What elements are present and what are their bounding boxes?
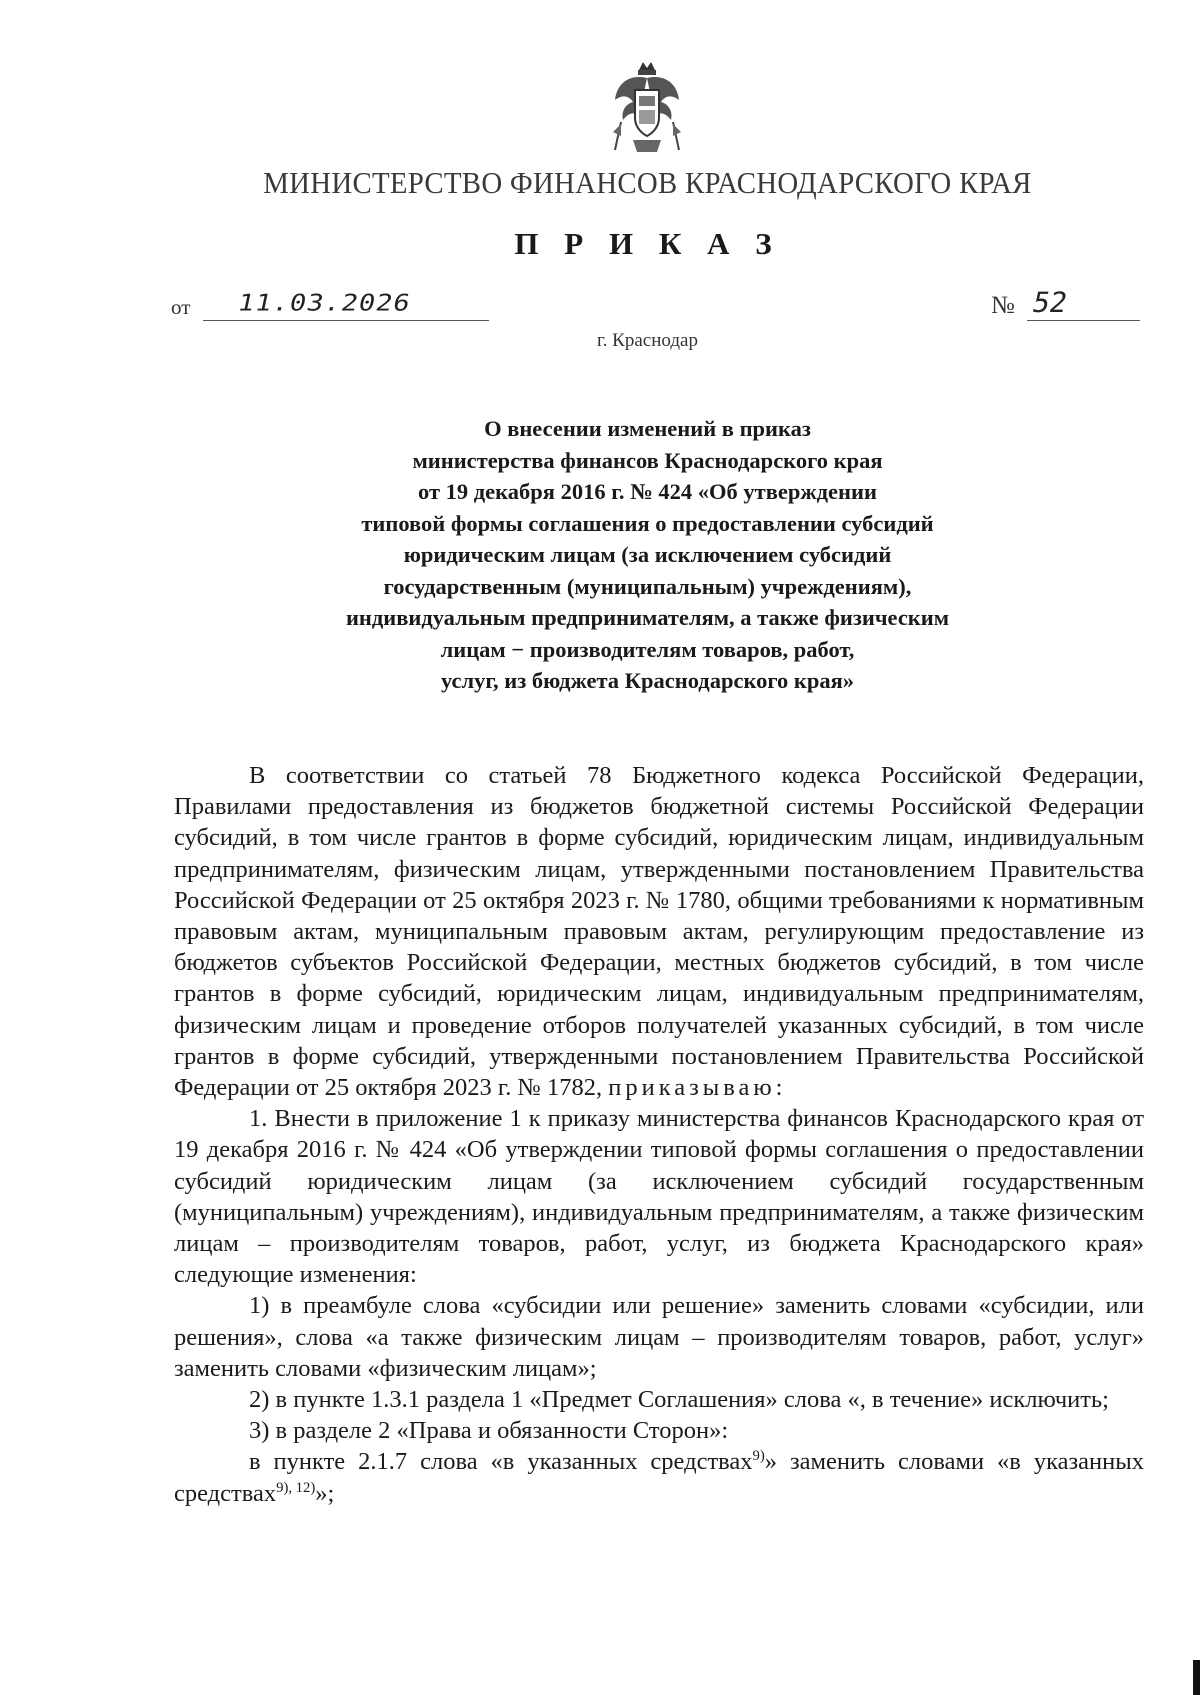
order-title (230, 413, 1065, 697)
order-body (174, 760, 1144, 1509)
text-run: в пункте 2.1.7 слова «в указанных средствах (249, 1448, 753, 1476)
text-run: »; (315, 1479, 335, 1507)
date-label: от (171, 295, 191, 319)
item-1-1-paragraph: 1) в преамбуле слова «субсидии или решение» заменить словами «субсидии, или решения», слова «а также физическим лицам – производителям товаров, работ, услуг» заменить словами «физическим лицам»; (174, 1292, 1144, 1382)
ministry-name: МИНИСТЕРСТВО ФИНАНСОВ КРАСНОДАРСКОГО КРАЯ (263, 165, 1032, 200)
item-1-2-paragraph: 2) в пункте 1.3.1 раздела 1 «Предмет Соглашения» слова «, в течение» исключить; (249, 1386, 1109, 1414)
footnote-ref: 9), 12) (276, 1479, 316, 1496)
title-line: типовой формы соглашения о предоставлении субсидий (361, 510, 934, 536)
title-line: О внесении изменений в приказ (484, 416, 811, 441)
item-2-1-7-paragraph (174, 1446, 1144, 1508)
order-number: 52 (1029, 286, 1071, 319)
item-1-3-paragraph: 3) в разделе 2 «Права и обязанности Сторон»: (249, 1417, 729, 1445)
title-line: индивидуальным предпринимателям, а также физическим (345, 605, 950, 630)
krasnodar-coat-of-arms-icon (611, 60, 683, 155)
preamble-text: В соответствии со статьей 78 Бюджетного кодекса Российской Федерации, Правилами предоставления из бюджетов бюджетной системы Российской Федерации субсидий, в том числе грантов в форме субсидий, юридическим лицам, индивидуальным предпринимателям, физическим лицам, утвержденными постановлением Правительства Российской Федерации от 25 октября 2023 г. № 1780, общими требованиями к нормативным правовым актам, муниципальным правовым актам, регулирующим предоставление из бюджетов субъектов Российской Федерации, местных бюджетов субсидий, в том числе грантов в форме субсидий, юридическим лицам, индивидуальным предпринимателям, физическим лицам и проведение отборов получателей указанных субсидий, в том числе грантов в форме субсидий, утвержденными постановлением Правительства Российской Федерации от 25 октября 2023 г. № 1782, (174, 762, 1144, 1102)
title-line: лицам − производителям товаров, работ, (440, 636, 855, 662)
preamble-paragraph (174, 760, 1144, 1103)
title-line: юридическим лицам (за исключением субсидий (403, 542, 892, 567)
title-line: услуг, из бюджета Краснодарского края» (440, 668, 855, 693)
order-word-spaced: приказываю: (608, 1074, 787, 1102)
number-label: № (991, 292, 1015, 319)
item-1-paragraph: 1. Внести в приложение 1 к приказу министерства финансов Краснодарского края от 19 декабря 2016 г. № 424 «Об утверждении типовой формы соглашения о предоставлении субсидий юридическим лицам (за исключением субсидий государственным (муниципальным) учреждениям), индивидуальным предпринимателям, а также физическим лицам – производителям товаров, работ, услуг, из бюджета Краснодарского края» следующие изменения: (174, 1105, 1144, 1289)
title-line: от 19 декабря 2016 г. № 424 «Об утверждении (418, 479, 877, 504)
scan-edge-mark (1193, 1660, 1200, 1695)
title-line: министерства финансов Краснодарского края (412, 447, 883, 473)
number-underline (1027, 320, 1140, 321)
city-line: г. Краснодар (597, 330, 698, 351)
date-underline (203, 320, 489, 321)
text-run: » заменить словами «в указанных средствах (174, 1448, 1144, 1507)
order-date: 11.03.2026 (235, 290, 414, 317)
footnote-ref: 9) (752, 1448, 765, 1465)
title-line: государственным (муниципальным) учреждениям), (383, 573, 912, 599)
document-type-heading: П Р И К А З (514, 226, 781, 261)
